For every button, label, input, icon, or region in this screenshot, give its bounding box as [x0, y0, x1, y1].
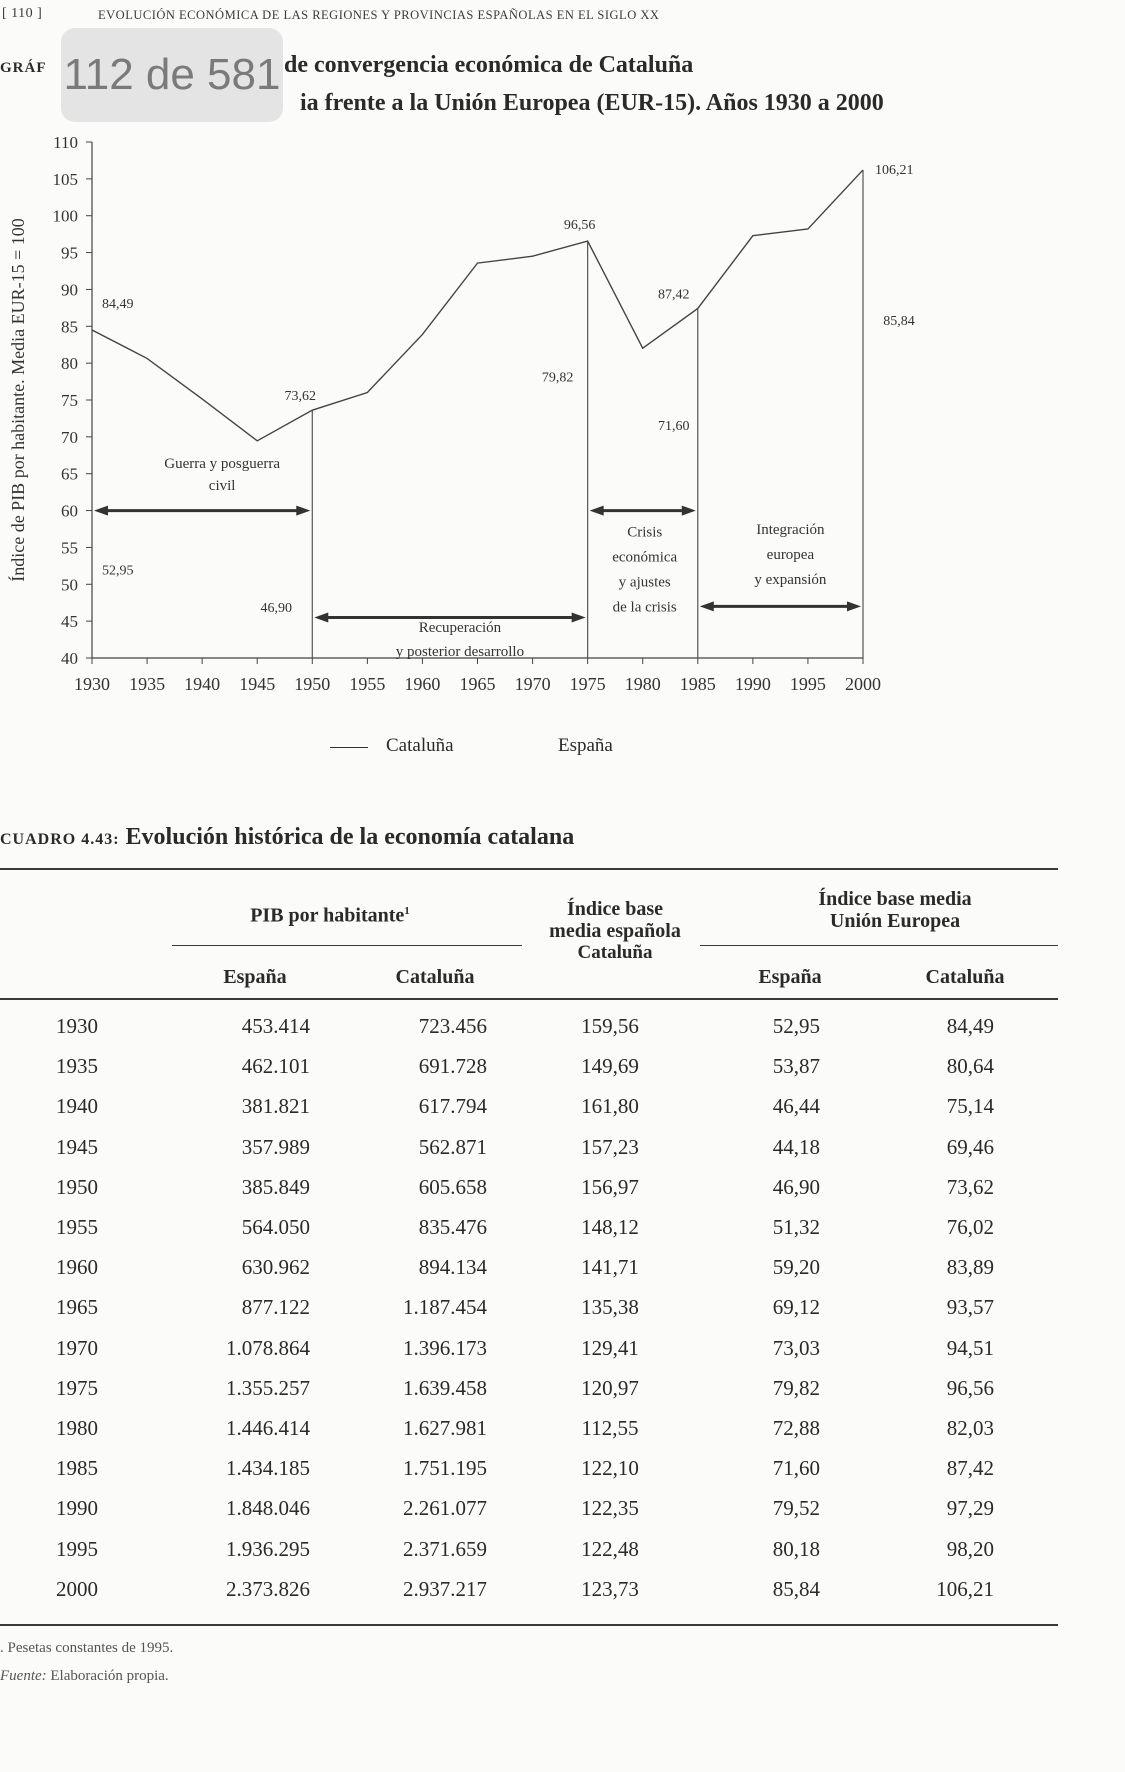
x-tick-label: 1940	[184, 674, 221, 694]
cell-ue-espana: 44,18	[772, 1134, 820, 1159]
period-arrow-head-right	[296, 506, 310, 516]
legend-label-cataluna: Cataluña	[386, 735, 454, 756]
y-tick-label: 75	[61, 391, 78, 410]
x-tick-label: 1960	[404, 674, 441, 694]
data-label: 84,49	[102, 297, 134, 313]
period-label: Recuperación	[418, 620, 502, 637]
cell-year: 1995	[56, 1536, 98, 1561]
table-title	[0, 824, 574, 851]
y-axis-label: Índice de PIB por habitante. Media EUR-15 = 100	[8, 218, 28, 582]
x-tick-label: 1985	[679, 674, 716, 694]
table-bottom-rule	[0, 1624, 1058, 1626]
cell-ue-cataluna: 96,56	[946, 1375, 994, 1400]
table-title-text: Evolución histórica de la economía catalana	[125, 824, 575, 850]
x-tick-label: 1945	[239, 674, 276, 694]
table-row	[0, 1215, 1060, 1255]
cell-pib-cataluna: 1.751.195	[403, 1456, 487, 1481]
cell-pib-espana: 1.936.295	[226, 1536, 310, 1561]
convergence-line-chart	[0, 120, 1000, 700]
x-tick-label: 1965	[459, 674, 496, 694]
source-line	[0, 1668, 173, 1696]
cell-year: 1940	[56, 1094, 98, 1119]
y-tick-label: 65	[61, 464, 78, 484]
data-label: 71,60	[658, 419, 690, 435]
cell-ue-espana: 51,32	[772, 1215, 820, 1239]
cell-pib-cataluna: 1.639.458	[403, 1375, 487, 1400]
cell-pib-cataluna: 562.871	[418, 1134, 487, 1159]
x-tick-label: 1995	[789, 674, 826, 694]
figure-title-line1: de convergencia económica de Cataluña	[284, 52, 694, 78]
cell-pib-espana: 1.355.257	[226, 1375, 310, 1400]
cell-pib-espana: 1.434.185	[226, 1456, 310, 1481]
table-row	[0, 1376, 1060, 1416]
cell-pib-espana: 381.821	[241, 1094, 310, 1119]
cell-indice-esp-cataluna: 141,71	[581, 1255, 639, 1280]
cell-ue-espana: 80,18	[772, 1536, 820, 1561]
cell-ue-espana: 71,60	[772, 1456, 820, 1481]
legend-label-espana: España	[558, 735, 613, 756]
cell-ue-cataluna: 80,64	[946, 1054, 994, 1079]
cell-indice-esp-cataluna: 161,80	[581, 1094, 639, 1119]
data-label: 52,95	[102, 563, 134, 579]
x-tick-label: 1955	[349, 674, 386, 694]
page-number: [ 110 ]	[2, 6, 43, 21]
table-row	[0, 1577, 1060, 1617]
header-pib-rule	[172, 945, 522, 946]
table-row	[0, 1255, 1060, 1295]
cell-indice-esp-cataluna: 123,73	[581, 1576, 639, 1601]
cell-pib-cataluna: 2.937.217	[403, 1576, 487, 1601]
cell-ue-cataluna: 94,51	[946, 1335, 994, 1360]
source-label: Fuente:	[0, 1668, 47, 1684]
period-label: económica	[612, 549, 678, 566]
source-text: Elaboración propia.	[50, 1668, 169, 1684]
y-tick-label: 110	[53, 133, 78, 152]
table-row	[0, 1537, 1060, 1577]
cell-ue-espana: 46,90	[772, 1174, 820, 1199]
cell-pib-cataluna: 1.627.981	[403, 1416, 487, 1440]
period-arrow-head-left	[700, 601, 714, 611]
cell-year: 1965	[56, 1295, 98, 1320]
header-ue-rule	[700, 945, 1058, 946]
header-ue-cataluna: Cataluña	[925, 966, 1005, 988]
cell-year: 1930	[56, 1014, 98, 1038]
cell-pib-espana: 2.373.826	[226, 1576, 310, 1601]
figure-title-prefix: GRÁF	[0, 60, 47, 76]
cell-ue-cataluna: 98,20	[946, 1536, 994, 1561]
cell-indice-esp-cataluna: 157,23	[581, 1134, 639, 1159]
period-arrow-head-left	[590, 506, 604, 516]
y-tick-label: 95	[61, 243, 78, 263]
period-label: y expansión	[754, 572, 827, 589]
header-bottom-rule	[0, 998, 1058, 1000]
data-label: 96,56	[563, 218, 596, 234]
cell-ue-cataluna: 83,89	[946, 1255, 994, 1280]
cell-indice-esp-cataluna: 148,12	[581, 1215, 639, 1239]
table-row	[0, 1456, 1060, 1496]
cell-indice-esp-cataluna: 120,97	[581, 1375, 639, 1400]
cell-ue-espana: 85,84	[772, 1576, 820, 1601]
cell-ue-cataluna: 69,46	[946, 1134, 994, 1159]
cell-ue-cataluna: 97,29	[946, 1496, 994, 1521]
chart-legend	[330, 735, 730, 765]
cell-year: 1960	[56, 1255, 98, 1280]
table-row	[0, 1135, 1060, 1175]
cell-pib-espana: 385.849	[241, 1174, 310, 1199]
header-indice-ue: Índice base media Unión Europea	[818, 888, 972, 932]
period-arrow-head-right	[682, 506, 696, 516]
x-tick-label: 1935	[129, 674, 166, 694]
cell-ue-cataluna: 106,21	[936, 1576, 994, 1601]
period-label: europea	[766, 547, 815, 564]
x-tick-label: 2000	[845, 674, 881, 694]
y-tick-label: 55	[61, 538, 78, 558]
cell-year: 1935	[56, 1054, 98, 1079]
cell-ue-espana: 52,95	[772, 1014, 820, 1038]
header-espana: España	[223, 966, 287, 988]
cell-year: 1985	[56, 1456, 98, 1481]
y-tick-label: 100	[52, 206, 78, 226]
period-label: Guerra y posguerra	[164, 455, 281, 472]
period-label: civil	[208, 477, 236, 494]
table-title-prefix: CUADRO 4.43:	[0, 831, 120, 848]
cell-pib-espana: 630.962	[241, 1255, 310, 1280]
cell-pib-cataluna: 835.476	[418, 1215, 487, 1239]
note-pesetas: . Pesetas constantes de 1995.	[0, 1640, 174, 1656]
x-tick-label: 1970	[514, 674, 551, 694]
cell-year: 1990	[56, 1496, 98, 1521]
cell-pib-espana: 453.414	[241, 1014, 310, 1038]
data-label: 79,82	[541, 370, 574, 386]
cell-ue-cataluna: 76,02	[946, 1215, 994, 1239]
period-arrow-head-right	[572, 612, 586, 622]
y-tick-label: 90	[61, 280, 78, 300]
x-tick-label: 1980	[624, 674, 661, 694]
running-head-title: EVOLUCIÓN ECONÓMICA DE LAS REGIONES Y PROVINCIAS ESPAÑOLAS EN EL SIGLO XX	[98, 8, 660, 22]
cell-year: 1950	[56, 1174, 98, 1199]
table-row	[0, 1295, 1060, 1335]
data-label: 46,90	[260, 601, 293, 617]
y-tick-label: 105	[52, 169, 78, 189]
cell-ue-cataluna: 93,57	[946, 1295, 994, 1320]
cell-pib-espana: 564.050	[241, 1215, 310, 1239]
period-label: Crisis	[627, 524, 663, 541]
cell-ue-espana: 79,52	[772, 1496, 820, 1521]
y-tick-label: 85	[61, 317, 78, 337]
x-tick-label: 1930	[74, 674, 110, 694]
x-tick-label: 1975	[569, 674, 606, 694]
cell-pib-cataluna: 1.187.454	[403, 1295, 487, 1320]
table-notes	[0, 1640, 173, 1696]
header-cataluna: Cataluña	[395, 966, 475, 988]
cell-ue-cataluna: 73,62	[946, 1174, 994, 1199]
cell-pib-cataluna: 894.134	[418, 1255, 487, 1280]
cell-pib-cataluna: 691.728	[418, 1054, 487, 1079]
cell-indice-esp-cataluna: 122,48	[581, 1536, 639, 1561]
cell-pib-cataluna: 2.261.077	[403, 1496, 487, 1521]
cell-year: 1975	[56, 1375, 98, 1400]
cell-pib-espana: 1.078.864	[226, 1335, 310, 1360]
cell-pib-cataluna: 723.456	[418, 1014, 487, 1038]
cell-pib-espana: 1.446.414	[226, 1416, 310, 1440]
y-tick-label: 45	[61, 612, 78, 632]
cell-year: 1955	[56, 1215, 98, 1239]
table-row	[0, 1416, 1060, 1456]
cell-indice-esp-cataluna: 159,56	[581, 1014, 639, 1038]
cell-ue-espana: 69,12	[772, 1295, 820, 1320]
cell-pib-cataluna: 2.371.659	[403, 1536, 487, 1561]
cell-indice-esp-cataluna: 156,97	[581, 1174, 639, 1199]
header-indice-esp: Índice base media española Cataluña	[549, 898, 681, 963]
series-line-cataluna	[92, 170, 863, 441]
cell-ue-cataluna: 82,03	[946, 1416, 994, 1440]
data-label: 85,84	[883, 314, 915, 330]
y-tick-label: 40	[61, 649, 78, 668]
period-label: de la crisis	[612, 599, 677, 616]
cell-indice-esp-cataluna: 129,41	[581, 1335, 639, 1360]
cell-year: 1970	[56, 1335, 98, 1360]
period-arrow-head-left	[94, 506, 108, 516]
x-tick-label: 1950	[294, 674, 331, 694]
cell-year: 2000	[56, 1576, 98, 1601]
header-ue-espana: España	[758, 966, 822, 988]
cell-pib-cataluna: 617.794	[418, 1094, 487, 1119]
cell-ue-espana: 73,03	[772, 1335, 820, 1360]
period-label: y ajustes	[618, 574, 671, 591]
cell-pib-cataluna: 1.396.173	[403, 1335, 487, 1360]
data-label: 73,62	[284, 389, 317, 405]
cell-ue-espana: 72,88	[772, 1416, 820, 1440]
table-row	[0, 1496, 1060, 1536]
cell-indice-esp-cataluna: 135,38	[581, 1295, 639, 1320]
y-tick-label: 80	[61, 354, 78, 374]
period-label: Integración	[756, 522, 825, 539]
cell-year: 1945	[56, 1134, 98, 1159]
header-pib-group: PIB por habitante$^1$	[250, 904, 410, 927]
figure-title-line2: ia frente a la Unión Europea (EUR-15). Años 1930 a 2000	[300, 90, 884, 116]
legend-line-cataluna	[330, 747, 368, 748]
table-row	[0, 1054, 1060, 1094]
cell-ue-cataluna: 84,49	[946, 1014, 994, 1038]
table-row	[0, 1175, 1060, 1215]
period-arrow-head-left	[314, 612, 328, 622]
cell-ue-espana: 53,87	[772, 1054, 820, 1079]
y-tick-label: 70	[61, 427, 78, 447]
period-label: y posterior desarrollo	[395, 644, 525, 661]
cell-indice-esp-cataluna: 122,10	[581, 1456, 639, 1481]
cell-ue-cataluna: 87,42	[946, 1456, 994, 1481]
page-counter-badge[interactable]: 112 de 581	[61, 28, 283, 122]
table-row	[0, 1014, 1060, 1054]
period-arrow-head-right	[847, 601, 861, 611]
cell-pib-espana: 462.101	[241, 1054, 310, 1079]
table-row	[0, 1094, 1060, 1134]
cell-indice-esp-cataluna: 112,55	[581, 1416, 639, 1440]
y-tick-label: 50	[61, 575, 78, 595]
cell-indice-esp-cataluna: 122,35	[581, 1496, 639, 1521]
y-tick-label: 60	[61, 501, 78, 521]
cell-ue-espana: 59,20	[772, 1255, 820, 1280]
data-label: 87,42	[658, 287, 690, 303]
cell-ue-espana: 46,44	[772, 1094, 820, 1119]
cell-pib-espana: 357.989	[241, 1134, 310, 1159]
cell-year: 1980	[56, 1416, 98, 1440]
x-tick-label: 1990	[734, 674, 771, 694]
cell-indice-esp-cataluna: 149,69	[581, 1054, 639, 1079]
cell-pib-espana: 1.848.046	[226, 1496, 310, 1521]
cell-pib-espana: 877.122	[241, 1295, 310, 1320]
data-label: 106,21	[875, 162, 914, 178]
table-row	[0, 1336, 1060, 1376]
table-top-rule	[0, 868, 1058, 870]
cell-ue-espana: 79,82	[772, 1375, 820, 1400]
cell-pib-cataluna: 605.658	[418, 1174, 487, 1199]
cell-ue-cataluna: 75,14	[946, 1094, 994, 1119]
